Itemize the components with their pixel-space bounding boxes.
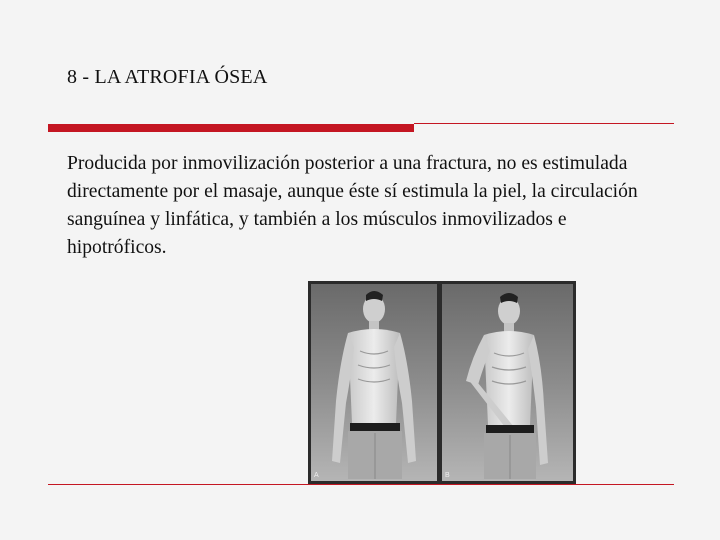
panel-label-b: B <box>445 472 450 479</box>
bottom-rule <box>48 484 674 485</box>
body-paragraph: Producida por inmovilización posterior a una fractura, no es estimulada directamente por el masaje, aunque éste sí estimula la piel, la circulación sanguínea y linfática, y también a los músculos inmovilizados e hipotróficos. <box>67 153 638 258</box>
title-underline-thick <box>48 124 414 132</box>
title-underline-thin <box>414 123 674 124</box>
atrophy-photo <box>308 281 576 484</box>
panel-label-a: A <box>314 472 319 479</box>
slide-title: 8 - LA ATROFIA ÓSEA <box>67 66 268 88</box>
